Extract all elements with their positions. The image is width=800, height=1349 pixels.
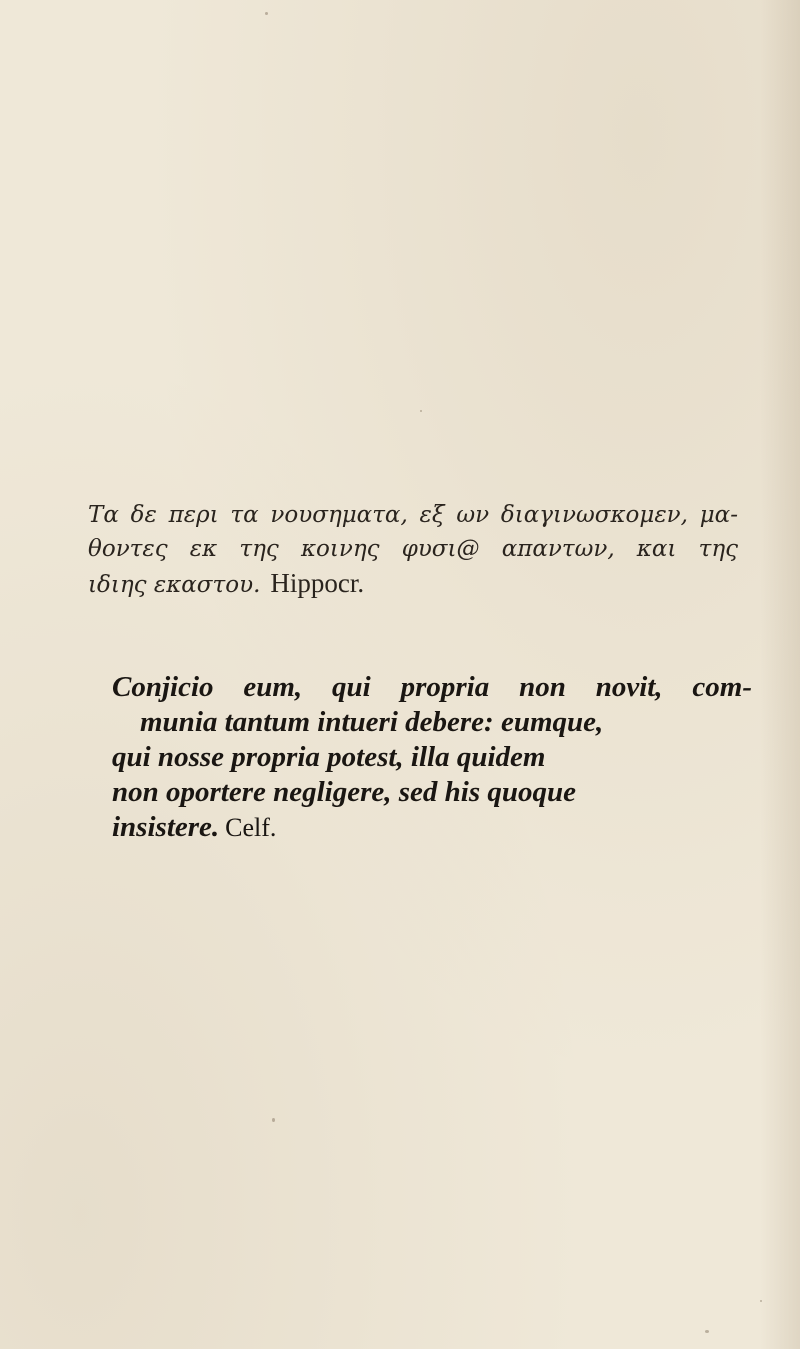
greek-attribution: Hippocr. <box>270 568 365 598</box>
paper-speck <box>272 1118 275 1122</box>
paper-speck <box>420 410 422 412</box>
page-edge-shadow <box>760 0 800 1349</box>
latin-line-5 <box>112 810 752 845</box>
greek-line-2: θοντες εκ της κοινης φυσι@ απαντων, και της <box>88 536 738 562</box>
greek-line-1: Τα δε περι τα νουσηματα, εξ ων διαγινωσκομεν, μα- <box>88 502 738 528</box>
latin-epigraph <box>112 670 752 845</box>
greek-line-3-text: ιδιης εκαστου. <box>88 572 261 598</box>
latin-line-4: non oportere negligere, sed his quoque <box>112 776 577 808</box>
paper-speck <box>705 1330 709 1333</box>
greek-line-3 <box>88 566 738 602</box>
paper-speck <box>760 1300 762 1302</box>
greek-epigraph <box>88 498 738 602</box>
latin-attribution: Celf. <box>225 813 277 842</box>
latin-line-2: munia tantum intueri debere: eumque, <box>140 706 604 738</box>
latin-line-3: qui nosse propria potest, illa quidem <box>112 741 546 773</box>
latin-line-5-text: insistere. <box>112 811 220 843</box>
latin-line-1: Conjicio eum, qui propria non novit, com- <box>112 671 752 703</box>
paper-speck <box>265 12 268 15</box>
